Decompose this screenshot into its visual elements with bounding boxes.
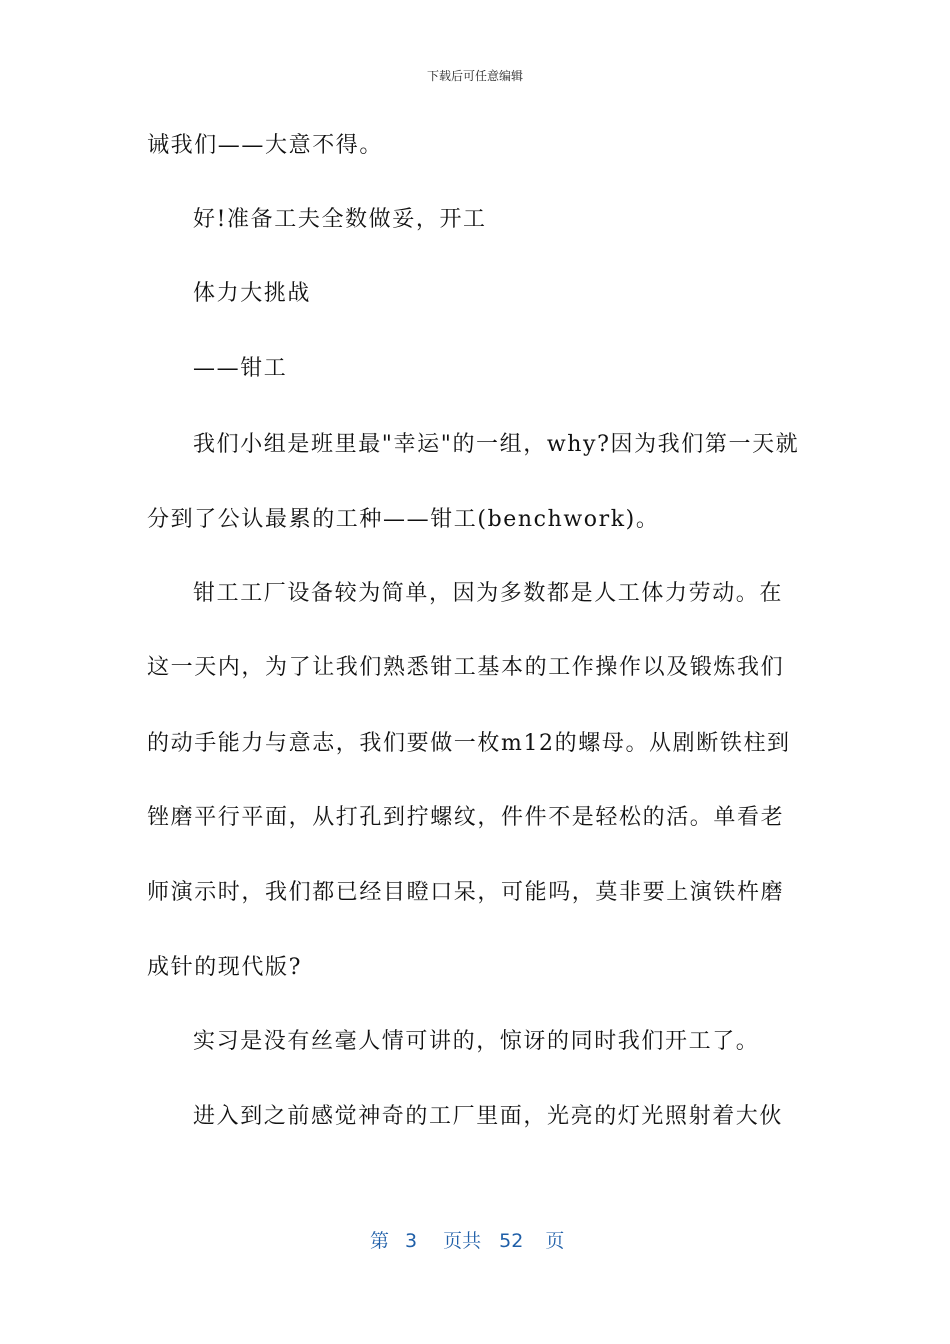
text-line: 实习是没有丝毫人情可讲的，惊讶的同时我们开工了。 [193, 1029, 760, 1054]
text-line: 进入到之前感觉神奇的工厂里面，光亮的灯光照射着大伙 [193, 1104, 784, 1129]
current-page-number: 3 [405, 1230, 418, 1252]
text-line: 师演示时，我们都已经目瞪口呆，可能吗，莫非要上演铁杵磨 [147, 880, 785, 905]
text-line: 诫我们——大意不得。 [147, 133, 384, 158]
page-mid: 页共 [443, 1230, 482, 1252]
text-line: 好!准备工夫全数做妥，开工 [193, 207, 487, 232]
page-suffix: 页 [545, 1230, 565, 1252]
text-line: 成针的现代版? [147, 955, 302, 980]
page-footer [370, 1226, 564, 1253]
text-line: 体力大挑战 [193, 281, 312, 306]
page-prefix: 第 [370, 1230, 390, 1252]
text-line: 钳工工厂设备较为简单，因为多数都是人工体力劳动。在 [193, 581, 784, 606]
text-line: 分到了公认最累的工种——钳工(benchwork)。 [147, 507, 660, 532]
header-note: 下载后可任意编辑 [426, 69, 523, 83]
text-line: 的动手能力与意志，我们要做一枚m12的螺母。从剧断铁柱到 [147, 731, 791, 756]
text-line: 我们小组是班里最"幸运"的一组，why?因为我们第一天就 [193, 432, 800, 457]
total-pages-number: 52 [499, 1230, 524, 1252]
text-line: 这一天内，为了让我们熟悉钳工基本的工作操作以及锻炼我们 [147, 655, 785, 680]
text-line: 锉磨平行平面，从打孔到拧螺纹，件件不是轻松的活。单看老 [147, 805, 785, 830]
text-line: ——钳工 [193, 356, 288, 381]
